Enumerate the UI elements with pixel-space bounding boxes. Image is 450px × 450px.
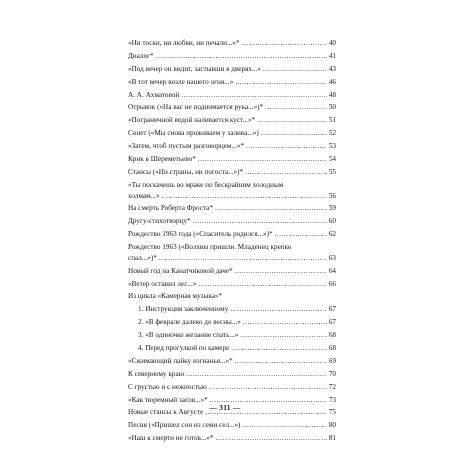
- toc-entry-page: 40: [328, 39, 336, 47]
- dot-leader: [162, 193, 327, 200]
- toc-section-title: Из цикла «Камерная музыка»*: [128, 292, 223, 301]
- toc-entry-title: «Под вечер он видит, застывши в дверях...»: [128, 64, 261, 73]
- dot-leader: [242, 422, 327, 429]
- toc-entry: [128, 218, 336, 225]
- toc-entry-title: «Ветер оставил лес...»: [128, 279, 197, 288]
- toc-entry-page: 46: [328, 77, 336, 86]
- dot-leader: [186, 371, 327, 378]
- toc-entry: [128, 281, 336, 288]
- toc-entry-page: 52: [328, 129, 336, 138]
- toc-section-heading: [128, 293, 336, 300]
- toc-entry-title: К северному краю: [128, 369, 185, 378]
- toc-entry-page: 75: [328, 408, 336, 417]
- toc-entry-title: Крик в Шереметьево*: [128, 155, 196, 164]
- toc-entry: [128, 143, 336, 150]
- toc-entry: [128, 371, 336, 378]
- toc-entry-title: Другу-стихотворцу*: [128, 217, 191, 226]
- toc-subentry: [128, 306, 336, 313]
- toc-entry-title: 4. Перед прогулкой по камере: [138, 344, 230, 352]
- dot-leader: [240, 332, 327, 339]
- toc-entry-title: На смерть Роберта Фроста*: [128, 204, 213, 213]
- dot-leader: [246, 143, 327, 150]
- toc-entry: [128, 422, 336, 429]
- toc-entry: [128, 79, 336, 86]
- toc-entry-title-line1: Рождество 1963 («Волхвы пришли. Младенец крепко: [128, 243, 292, 252]
- toc-entry-page: 43: [328, 64, 336, 73]
- toc-entry-page: 55: [328, 167, 336, 176]
- toc-entry-page: 54: [328, 155, 336, 164]
- toc-entry-page: 50: [328, 103, 336, 112]
- toc-entry-page: 73: [328, 395, 336, 404]
- toc-entry-title: Песня («Пришел сон из семи сел...»): [128, 421, 241, 430]
- toc-entry-title: «Затем, чтоб пустым разговорцем...»*: [128, 142, 245, 151]
- dot-leader: [265, 104, 327, 111]
- toc-entry-title: холмам...»: [128, 191, 160, 200]
- toc-entry: [128, 66, 336, 73]
- dot-leader: [198, 281, 327, 288]
- dot-leader: [209, 384, 327, 391]
- toc-entry-title: С грустью и с нежностью: [128, 382, 207, 391]
- dot-leader: [257, 117, 327, 124]
- toc-entry-page: 63: [328, 253, 336, 262]
- toc-entry-page: 72: [328, 382, 336, 391]
- toc-entry: [128, 104, 336, 111]
- toc-entry: [128, 231, 336, 238]
- toc-entry-title: «Ни тоски, ни любви, ни печали...»*: [128, 39, 240, 47]
- toc-entry-title: Стансы («Ни страны, ни погоста...»)*: [128, 167, 244, 176]
- toc-entry-page: 80: [328, 421, 336, 430]
- toc-entry-title: 1. Инструкция заключенному: [138, 305, 229, 314]
- toc-entry: [128, 92, 336, 99]
- toc-entry-page: 56: [328, 191, 336, 200]
- toc-entry-title: «Наш к смерти не готов...»*: [128, 434, 214, 443]
- toc-entry: [128, 156, 336, 163]
- dot-leader: [230, 306, 327, 313]
- toc-entry-title: 2. «В феврале далеко до весны...»: [138, 318, 241, 327]
- toc-entry-title: Отрывок («На вас не поднимается рука...»)*: [128, 103, 264, 112]
- toc-entry-page: 51: [328, 116, 336, 125]
- toc-entry-title: спал...»)*: [128, 253, 157, 262]
- table-of-contents: [128, 40, 336, 448]
- dot-leader: [242, 40, 327, 47]
- toc-entry-page: 68: [328, 344, 336, 352]
- toc-entry-title: Диалог*: [128, 51, 154, 60]
- toc-entry: [128, 255, 336, 262]
- toc-subentry: [128, 319, 336, 326]
- toc-entry-title: «В тот вечер возле нашего огня...»: [128, 77, 234, 86]
- toc-entry: [128, 358, 336, 365]
- toc-entry: [128, 384, 336, 391]
- toc-entry-title: А. А. Ахматовой: [128, 90, 180, 99]
- toc-entry-page: 67: [328, 305, 336, 314]
- toc-entry-title: Рождество 1963 года («Спаситель родился...»)*: [128, 230, 273, 239]
- toc-entry-page: 67: [328, 318, 336, 327]
- toc-entry-title: Новый год на Канатчиковой даче*: [128, 266, 233, 275]
- toc-entry-page: 64: [328, 266, 336, 275]
- toc-entry-title: «Как тюремный засов...»*: [128, 395, 208, 404]
- dot-leader: [261, 130, 327, 137]
- toc-entry-page: 48: [328, 90, 336, 99]
- toc-entry-page: 60: [328, 217, 336, 226]
- dot-leader: [198, 156, 327, 163]
- toc-entry-title: Новые стансы к Августе: [128, 408, 204, 417]
- dot-leader: [216, 435, 327, 442]
- dot-leader: [235, 79, 327, 86]
- toc-entry: [128, 130, 336, 137]
- toc-entry: [128, 53, 336, 60]
- toc-entry-page: 41: [328, 51, 336, 60]
- dot-leader: [263, 66, 327, 73]
- toc-entry-multiline: [128, 182, 336, 200]
- toc-entry-title-line1: «Ты поскачешь во мраке по бескрайним холодным: [128, 180, 284, 189]
- dot-leader: [181, 92, 327, 99]
- dot-leader: [245, 169, 327, 176]
- dot-leader: [275, 231, 327, 238]
- toc-entry-page: 69: [328, 356, 336, 365]
- toc-entry-title: Сонет («Мы снова проживаем у залива...»): [128, 129, 259, 138]
- toc-entry: [128, 268, 336, 275]
- toc-entry: [128, 169, 336, 176]
- toc-entry-page: 68: [328, 331, 336, 340]
- toc-entry: [128, 40, 336, 47]
- toc-entry-multiline: [128, 244, 336, 262]
- toc-entry: [128, 117, 336, 124]
- toc-entry-page: 81: [328, 434, 336, 443]
- dot-leader: [215, 205, 327, 212]
- toc-entry-page: 59: [328, 204, 336, 213]
- toc-entry: [128, 435, 336, 442]
- dot-leader: [235, 358, 327, 365]
- toc-subentry: [128, 332, 336, 339]
- dot-leader: [243, 319, 327, 326]
- toc-entry-page: 53: [328, 142, 336, 151]
- toc-entry-title: 3. «В одиночке желание спать...»: [138, 331, 239, 340]
- dot-leader: [156, 53, 327, 60]
- dot-leader: [231, 345, 327, 352]
- toc-entry-page: 70: [328, 369, 336, 378]
- toc-entry-page: 62: [328, 230, 336, 239]
- dot-leader: [193, 218, 327, 225]
- page-number: — 311 —: [209, 403, 241, 412]
- toc-entry-title: «Сжимающий пайку изгнанья...»*: [128, 356, 233, 365]
- toc-entry: [128, 205, 336, 212]
- toc-entry: [128, 193, 336, 200]
- dot-leader: [235, 268, 327, 275]
- dot-leader: [159, 255, 327, 262]
- toc-entry-page: 66: [328, 279, 336, 288]
- toc-subentry: [128, 345, 336, 352]
- toc-entry-title: «Пограничной водой наливается куст...»*: [128, 116, 256, 125]
